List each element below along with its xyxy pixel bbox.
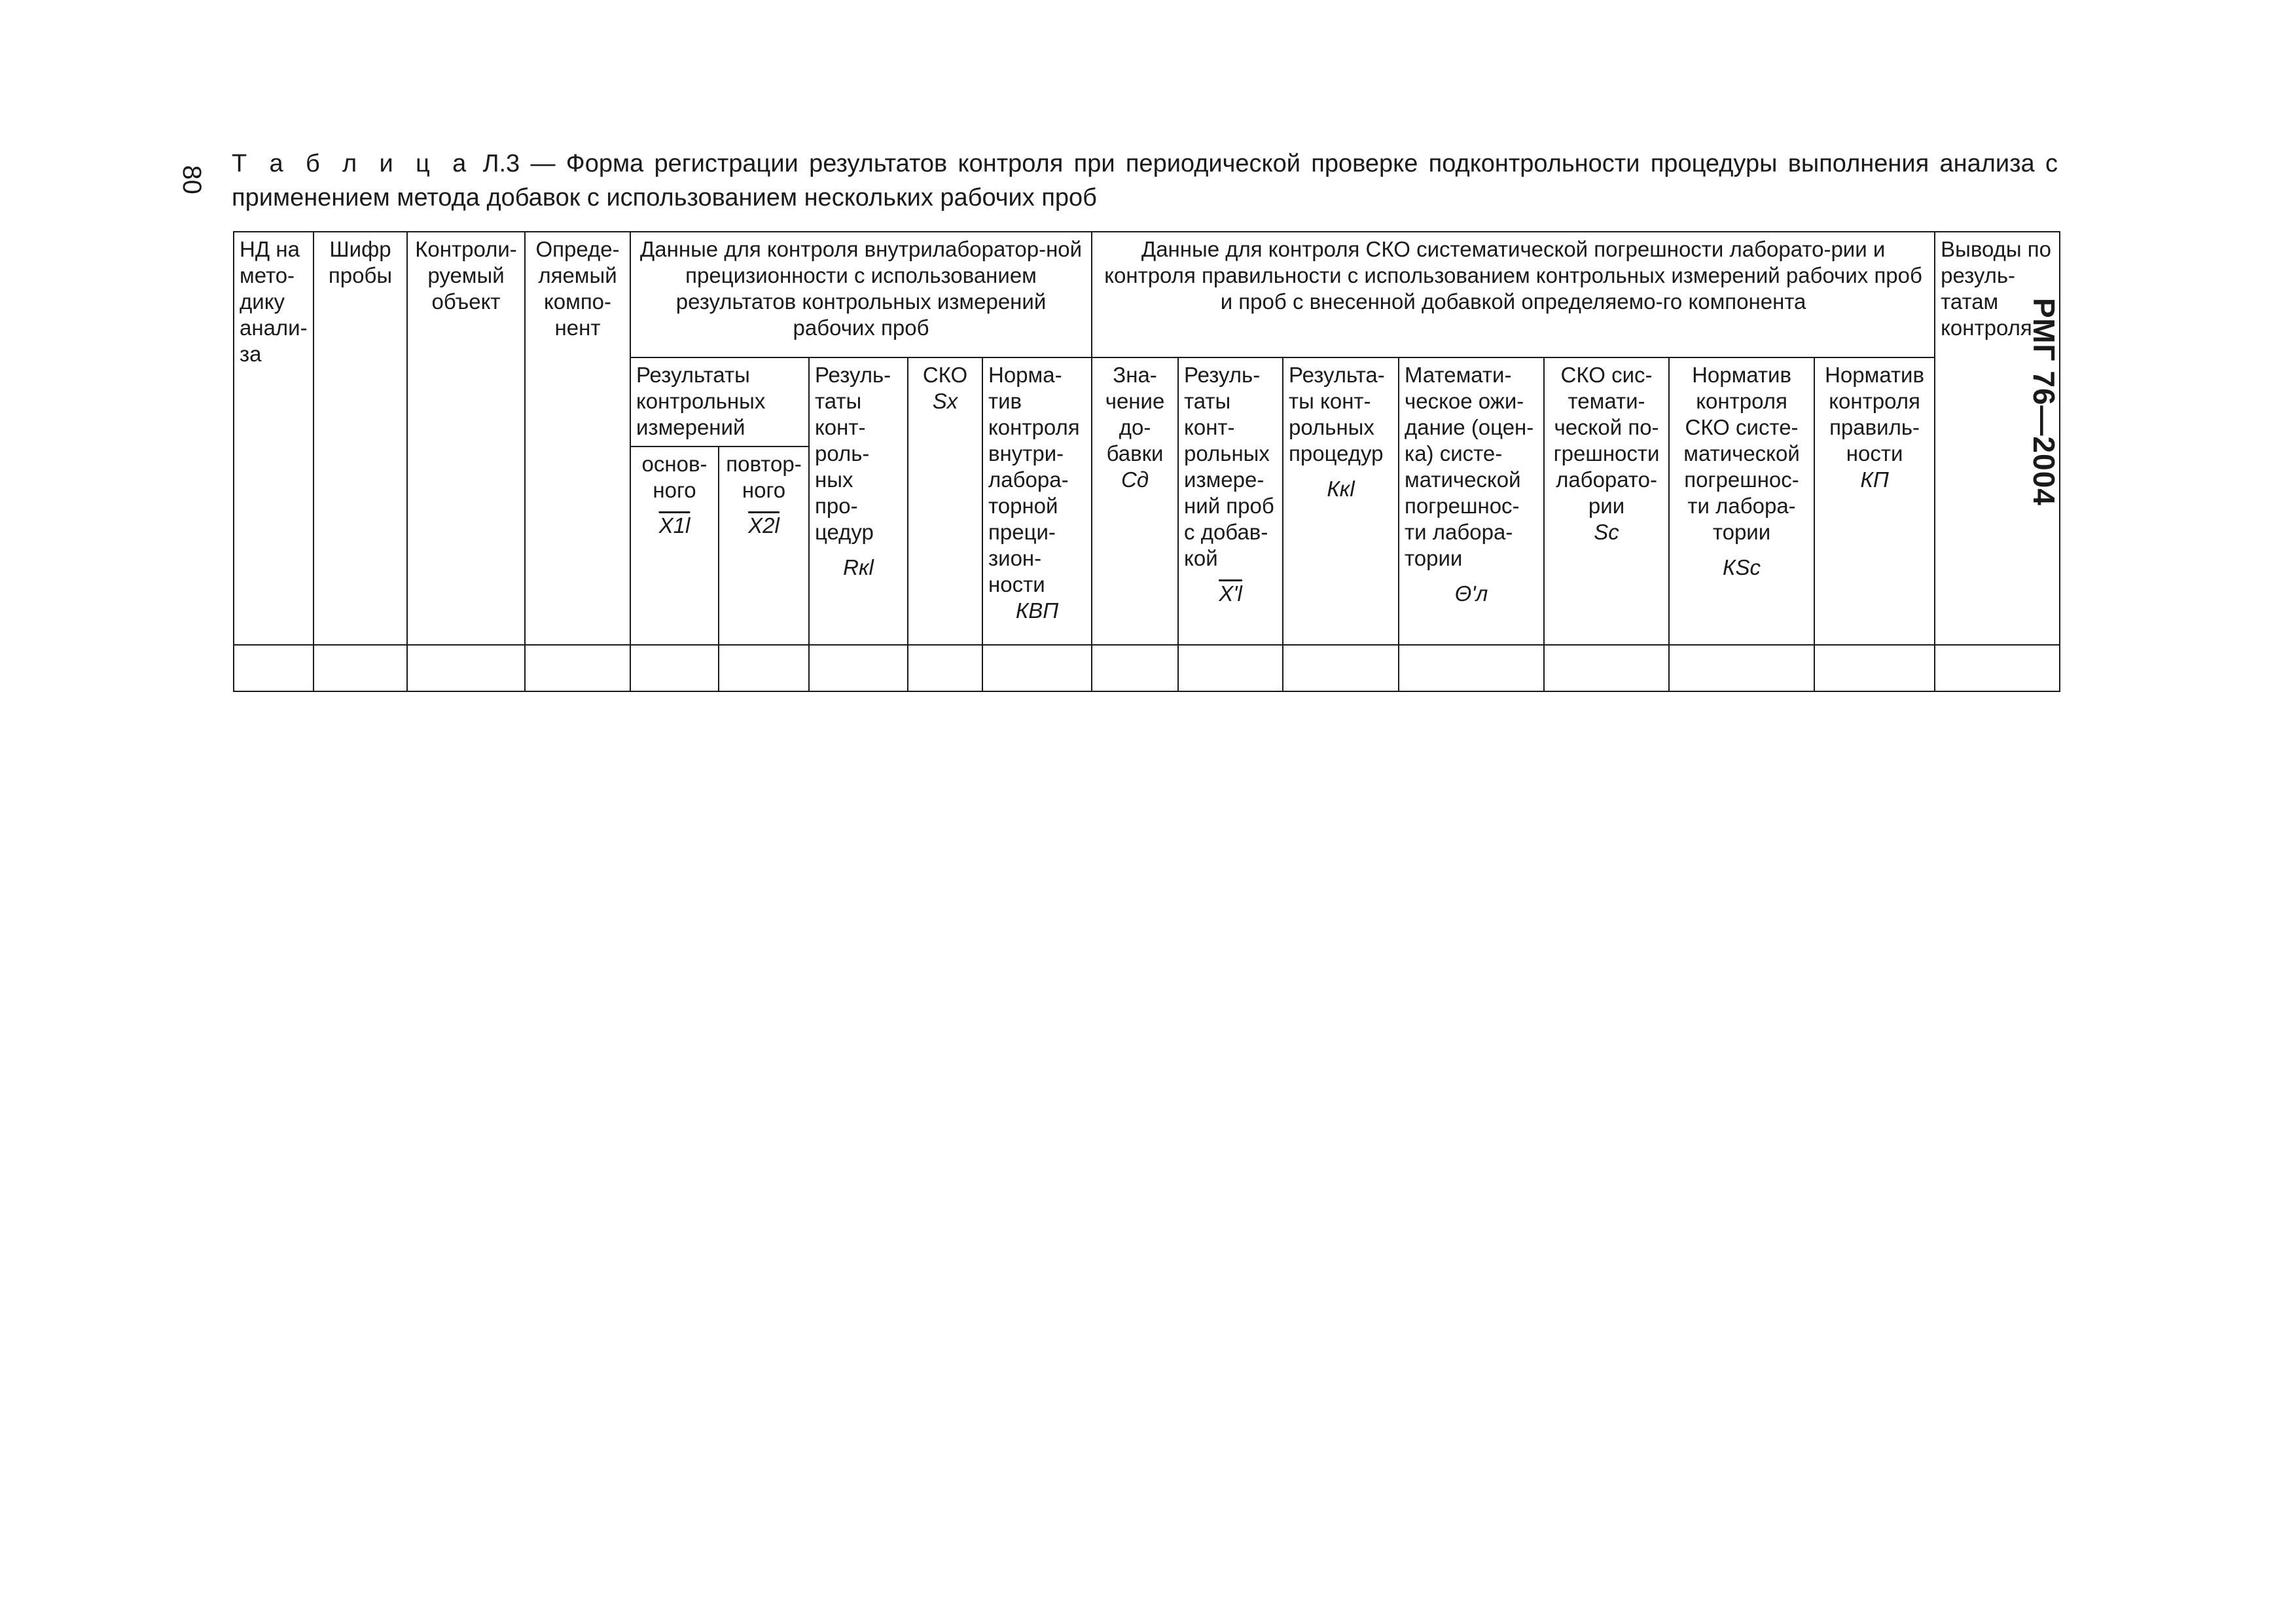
symbol-kp: КП <box>1860 467 1889 492</box>
table-caption <box>232 147 2058 215</box>
caption-label: Т а б л и ц а <box>232 150 473 177</box>
symbol-cd: Cд <box>1121 467 1149 492</box>
cell-conclusions <box>1935 645 2060 691</box>
cell-sko <box>908 645 982 691</box>
header-additive: Зна-чение до-бавки Cд <box>1092 357 1178 645</box>
cell-main <box>630 645 719 691</box>
header-group-precision: Данные для контроля внутрилаборатор-ной прецизионности с использованием результатов контрольных измерений рабочих проб <box>630 232 1092 357</box>
symbol-sc: Sc <box>1594 520 1619 545</box>
registration-form-table <box>233 231 2060 692</box>
cell-component <box>525 645 630 691</box>
symbol-x2: X2l <box>748 513 780 538</box>
header-main: основ-ного X1l <box>630 447 719 645</box>
header-results: Результаты контрольных измерений <box>630 357 809 447</box>
header-sko: СКО Sx <box>908 357 982 645</box>
header-expectation: Математи-ческое ожи-дание (оцен-ка) систе-матической погрешнос-ти лабора-тории Θ'л <box>1399 357 1544 645</box>
symbol-x-prime: X'l <box>1219 581 1242 606</box>
symbol-rk: Rкl <box>843 555 874 580</box>
header-cipher: Шифр пробы <box>314 232 407 645</box>
symbol-sx: Sx <box>932 389 958 414</box>
cell-procedure-results-2 <box>1283 645 1399 691</box>
cell-norm-accuracy <box>1814 645 1935 691</box>
table-row <box>234 645 2060 691</box>
cell-norm-precision <box>982 645 1092 691</box>
cell-additive <box>1092 645 1178 691</box>
caption-text: Л.3 — Форма регистрации результатов контроля при периодической проверке подконтрольности процедуры выполнения анализа с применением метода добавок с использованием нескольких рабочих проб <box>232 150 2058 211</box>
cell-expectation <box>1399 645 1544 691</box>
header-procedure-results: Резуль-таты конт-роль-ных про-цедур Rкl <box>809 357 908 645</box>
document-code: РМГ 76—2004 <box>2027 298 2061 506</box>
symbol-ksc: КSc <box>1723 555 1761 580</box>
cell-results-added <box>1178 645 1283 691</box>
symbol-kvp: КВП <box>1015 598 1059 623</box>
header-component: Опреде-ляемый компо-нент <box>525 232 630 645</box>
header-group-bias: Данные для контроля СКО систематической погрешности лаборато-рии и контроля правильности с использованием контрольных измерений рабочих проб и проб с внесенной добавкой определяемо-го компонента <box>1092 232 1935 357</box>
cell-nd <box>234 645 314 691</box>
header-conclusions: Выводы по резуль-татам контроля <box>1935 232 2060 645</box>
cell-object <box>407 645 525 691</box>
header-results-added: Резуль-таты конт-рольных измере-ний проб с добав-кой X'l <box>1178 357 1283 645</box>
header-norm-sko: Норматив контроля СКО систе-матической погрешнос-ти лабора-тории КSc <box>1669 357 1814 645</box>
header-sko-bias: СКО сис-темати-ческой по-грешности лаборато-рии Sc <box>1544 357 1669 645</box>
header-procedure-results-2: Результа-ты конт-рольных процедур Ккl <box>1283 357 1399 645</box>
cell-norm-sko <box>1669 645 1814 691</box>
header-norm-accuracy: Норматив контроля правиль-ности КП <box>1814 357 1935 645</box>
header-object: Контроли-руемый объект <box>407 232 525 645</box>
cell-sko-bias <box>1544 645 1669 691</box>
header-norm-precision: Норма-тив контроля внутри-лабора-торной преци-зион-ности КВП <box>982 357 1092 645</box>
cell-procedure-results <box>809 645 908 691</box>
cell-repeat <box>719 645 809 691</box>
cell-cipher <box>314 645 407 691</box>
symbol-theta: Θ'л <box>1454 581 1488 606</box>
symbol-kk: Ккl <box>1327 477 1355 501</box>
header-nd: НД на мето-дику анали-за <box>234 232 314 645</box>
header-repeat: повтор-ного X2l <box>719 447 809 645</box>
symbol-x1: X1l <box>658 513 691 538</box>
page-number: 80 <box>177 165 206 194</box>
